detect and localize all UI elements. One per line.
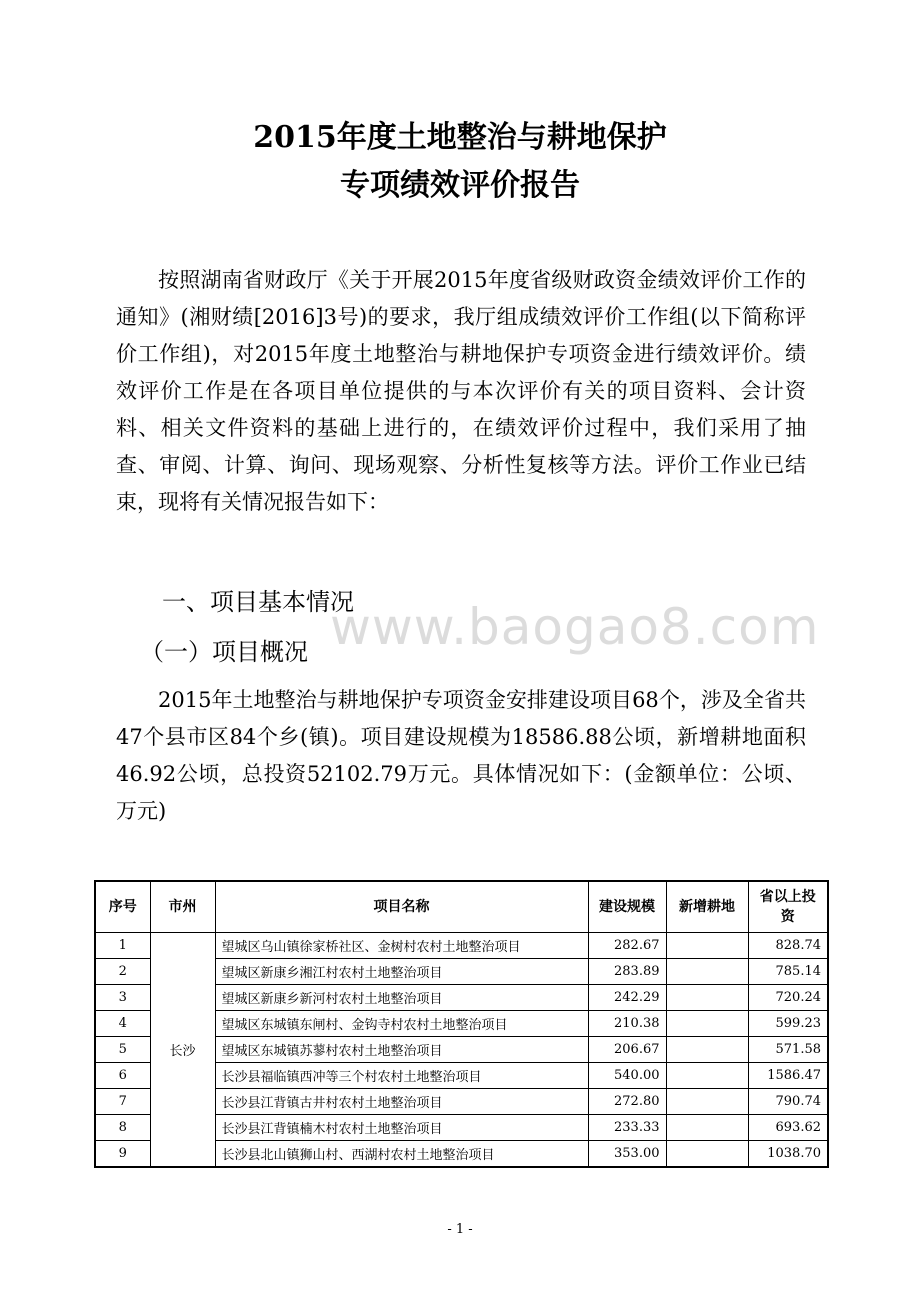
cell-new-land <box>666 1089 748 1115</box>
header-investment: 省以上投资 <box>748 881 828 933</box>
table-row <box>95 933 828 959</box>
page-number: - 1 - <box>447 1222 473 1237</box>
report-title-line1: 2015年度土地整治与耕地保护 <box>253 120 667 155</box>
cell-new-land <box>666 1141 748 1168</box>
cell-seq: 4 <box>95 1011 150 1037</box>
cell-scale: 272.80 <box>588 1089 666 1115</box>
cell-seq: 8 <box>95 1115 150 1141</box>
cell-scale: 210.38 <box>588 1011 666 1037</box>
cell-scale: 233.33 <box>588 1115 666 1141</box>
subsection-heading: （一）项目概况 <box>140 638 308 666</box>
cell-seq: 2 <box>95 959 150 985</box>
cell-scale: 282.67 <box>588 933 666 959</box>
cell-investment: 571.58 <box>748 1037 828 1063</box>
cell-scale: 283.89 <box>588 959 666 985</box>
cell-seq: 6 <box>95 1063 150 1089</box>
header-seq: 序号 <box>95 881 150 933</box>
header-scale: 建设规模 <box>588 881 666 933</box>
cell-project-name: 长沙县江背镇楠木村农村土地整治项目 <box>215 1115 588 1141</box>
overview-paragraph: 2015年土地整治与耕地保护专项资金安排建设项目68个，涉及全省共47个县市区84个乡(镇)。项目建设规模为18586.88公顷，新增耕地面积46.92公顷，总投资52102.79万元。具体情况如下：(金额单位：公顷、万元) <box>116 688 806 823</box>
cell-seq: 5 <box>95 1037 150 1063</box>
cell-project-name: 望城区新康乡新河村农村土地整治项目 <box>215 985 588 1011</box>
cell-new-land <box>666 985 748 1011</box>
cell-investment: 599.23 <box>748 1011 828 1037</box>
cell-investment: 785.14 <box>748 959 828 985</box>
cell-new-land <box>666 933 748 959</box>
cell-new-land <box>666 1037 748 1063</box>
cell-scale: 540.00 <box>588 1063 666 1089</box>
cell-new-land <box>666 1011 748 1037</box>
cell-seq: 9 <box>95 1141 150 1168</box>
cell-investment: 1586.47 <box>748 1063 828 1089</box>
cell-new-land <box>666 959 748 985</box>
cell-new-land <box>666 1063 748 1089</box>
cell-new-land <box>666 1115 748 1141</box>
cell-project-name: 望城区东城镇东闸村、金钩寺村农村土地整治项目 <box>215 1011 588 1037</box>
header-new-land: 新增耕地 <box>666 881 748 933</box>
cell-seq: 1 <box>95 933 150 959</box>
cell-seq: 3 <box>95 985 150 1011</box>
cell-project-name: 长沙县福临镇西冲等三个村农村土地整治项目 <box>215 1063 588 1089</box>
cell-seq: 7 <box>95 1089 150 1115</box>
cell-project-name: 长沙县江背镇古井村农村土地整治项目 <box>215 1089 588 1115</box>
section-heading: 一、项目基本情况 <box>162 588 354 616</box>
cell-investment: 693.62 <box>748 1115 828 1141</box>
cell-project-name: 望城区新康乡湘江村农村土地整治项目 <box>215 959 588 985</box>
cell-project-name: 望城区东城镇苏蓼村农村土地整治项目 <box>215 1037 588 1063</box>
cell-project-name: 长沙县北山镇狮山村、西湖村农村土地整治项目 <box>215 1141 588 1168</box>
cell-city: 长沙 <box>150 933 215 1168</box>
watermark: www.baogao8.com <box>330 598 820 656</box>
cell-scale: 353.00 <box>588 1141 666 1168</box>
header-city: 市州 <box>150 881 215 933</box>
project-table <box>94 880 829 1168</box>
table-header-row <box>95 881 828 933</box>
report-title-line2: 专项绩效评价报告 <box>340 168 580 203</box>
cell-investment: 828.74 <box>748 933 828 959</box>
cell-scale: 242.29 <box>588 985 666 1011</box>
cell-scale: 206.67 <box>588 1037 666 1063</box>
cell-investment: 720.24 <box>748 985 828 1011</box>
cell-investment: 790.74 <box>748 1089 828 1115</box>
header-project-name: 项目名称 <box>215 881 588 933</box>
cell-investment: 1038.70 <box>748 1141 828 1168</box>
cell-project-name: 望城区乌山镇徐家桥社区、金树村农村土地整治项目 <box>215 933 588 959</box>
intro-paragraph: 按照湖南省财政厅《关于开展2015年度省级财政资金绩效评价工作的通知》(湘财绩[2016]3号)的要求，我厅组成绩效评价工作组(以下简称评价工作组)，对2015年度土地整治与耕地保护专项资金进行绩效评价。绩效评价工作是在各项目单位提供的与本次评价有关的项目资料、会计资料、相关文件资料的基础上进行的，在绩效评价过程中，我们采用了抽查、审阅、计算、询问、现场观察、分析性复核等方法。评价工作业已结束，现将有关情况报告如下： <box>116 268 806 514</box>
